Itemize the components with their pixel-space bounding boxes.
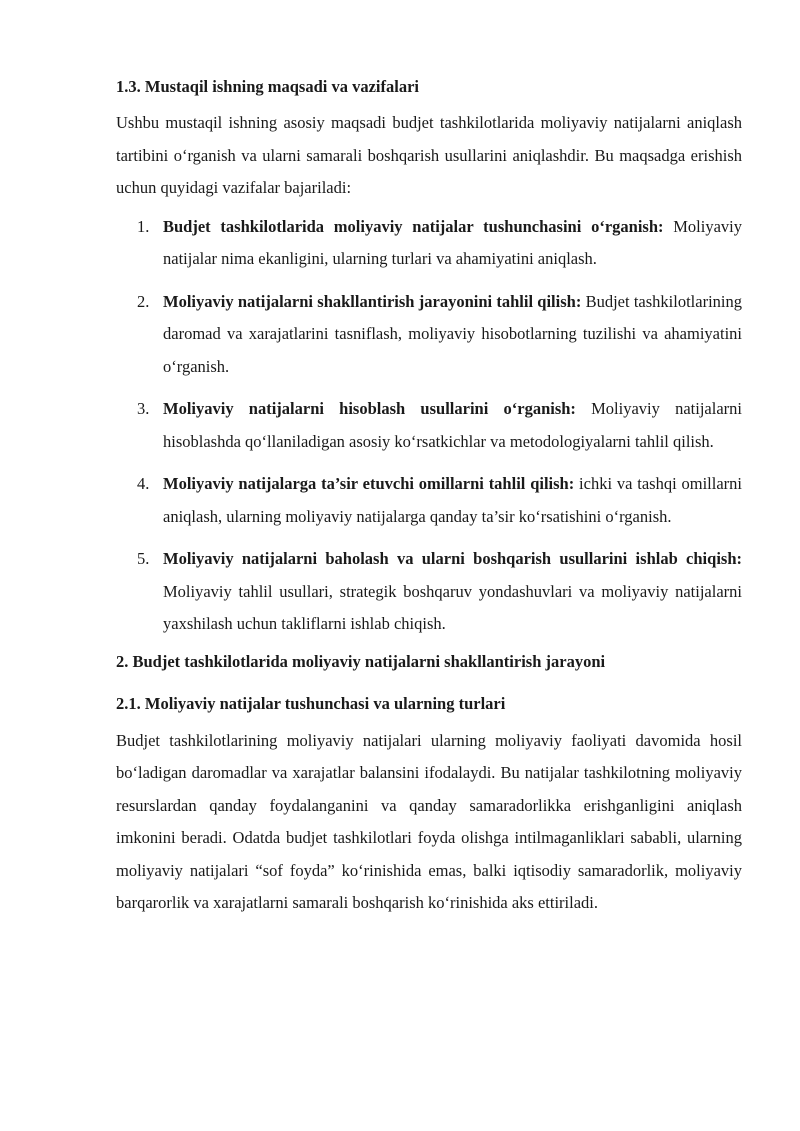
section-2-heading: 2. Budjet tashkilotlarida moliyaviy natijalarni shakllantirish jarayoni [116,651,606,671]
task-number: 1. [137,216,150,236]
task-text: ichki va tashqi omillarni aniqlash, ularning moliyaviy natijalarga qanday ta’sir ko‘rsatishini o‘rganish. [163,474,742,526]
section-1-3-heading: 1.3. Mustaqil ishning maqsadi va vazifalari [116,77,420,96]
task-item-3 [116,393,742,458]
task-number: 4. [137,474,150,493]
section-2-1-heading: 2.1. Moliyaviy natijalar tushunchasi va ularning turlari [116,693,506,713]
task-number: 2. [137,291,150,311]
task-number: 5. [137,549,150,568]
intro-paragraph: Ushbu mustaqil ishning asosiy maqsadi budjet tashkilotlarida moliyaviy natijalarni aniqlash tartibini o‘rganish va ularni samarali boshqarish usullarini aniqlashdir. Bu maqsadga erishish uchun quyidagi vazifalar bajariladi: [116,113,742,197]
task-text: Moliyaviy natijalarni hisoblashda qo‘llaniladigan asosiy ko‘rsatkichlar va metodologiyalarni tahlil qilish. [163,399,742,451]
task-lead: Moliyaviy natijalarga ta’sir etuvchi omillarni tahlil qilish: [163,474,575,493]
task-text: Moliyaviy tahlil usullari, strategik boshqaruv yondashuvlari va moliyaviy natijalarni yaxshilash uchun takliflarni ishlab chiqish. [163,581,742,633]
task-lead: Moliyaviy natijalarni hisoblash usullarini o‘rganish: [163,399,576,418]
task-lead: Moliyaviy natijalarni shakllantirish jarayonini tahlil qilish: [163,291,582,311]
task-text: Moliyaviy natijalar nima ekanligini, ularning turlari va ahamiyatini aniqlash. [163,216,743,268]
task-number: 3. [137,399,150,418]
task-item-5 [116,543,742,641]
task-item-4 [116,468,742,533]
task-lead: Budjet tashkilotlarida moliyaviy natijalar tushunchasini o‘rganish: [163,216,664,236]
task-lead: Moliyaviy natijalarni baholash va ularni boshqarish usullarini ishlab chiqish: [163,549,742,568]
document-page [116,70,742,920]
task-text: Budjet tashkilotlarining daromad va xarajatlarini tasniflash, moliyaviy hisobotlarning tuzilishi va ahamiyatini o‘rganish. [163,291,742,376]
task-item-2 [116,286,742,384]
tasks-list [116,211,742,641]
section-2-1-paragraph: Budjet tashkilotlarining moliyaviy natijalari ularning moliyaviy faoliyati davomida hosil bo‘ladigan daromadlar va xarajatlar balansini ifodalaydi. Bu natijalar tashkilotning moliyaviy resurslardan qanday foydalanganini va qanday samaradorlikka erishganligini aniqlash imkonini beradi. Odatda budjet tashkilotlari foyda olishga intilmaganliklari sababli, ularning moliyaviy natijalari “sof foyda” ko‘rinishida emas, balki iqtisodiy samaradorlik, moliyaviy barqarorlik va xarajatlarni samarali boshqarish ko‘rinishida aks ettiriladi. [116,730,742,912]
task-item-1 [116,211,742,276]
